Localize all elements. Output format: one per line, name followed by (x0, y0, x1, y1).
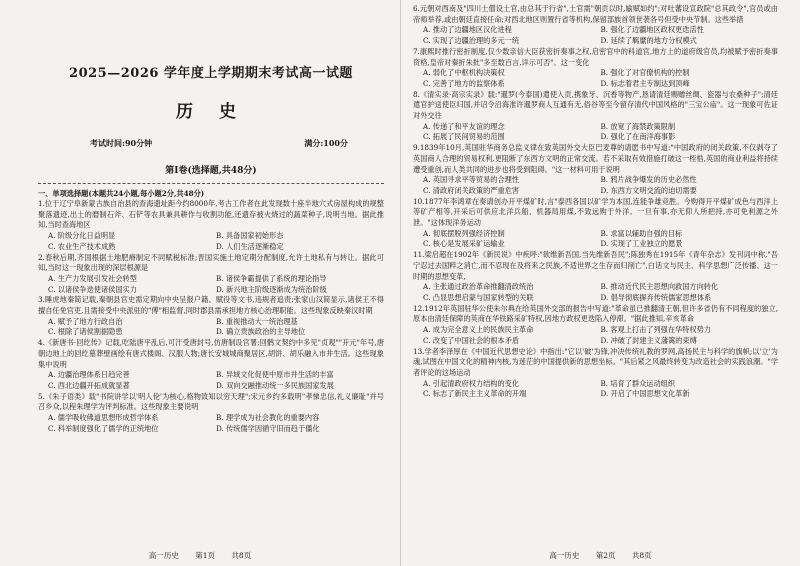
question-block (413, 90, 778, 144)
question-stem: 11.梁启超在1902年《新民说》中疾呼:"欲维新吾国,当先维新吾民";陈独秀在1915年《青年杂志》发刊词中称,"吾宁忍过去国粹之消亡,而不忍现在及将来之民族,不适世界之生存而归削亡",白话文与民主、科学思想广泛传播、这一时期的思想变革, (413, 250, 778, 281)
question-stem: 7.康熙时推行密折制度,仅少数亲信大臣获密折奏事之权,启密官中的科道官,地方上的道府级官员,均被赋予密折奏事资格,皇帝对秦折朱批"多至数百言,详示可否"。这一变化 (413, 46, 778, 67)
answer-option: A. 阶级分化日益明显 (48, 231, 116, 241)
question-options (38, 370, 384, 391)
answer-option: D. 确立贵族政治的主导地位 (216, 327, 306, 337)
question-block (413, 304, 778, 347)
answer-option: B. 诸侯争霸提供了系统的理论指导 (216, 273, 327, 283)
answer-option: D. 冲破了封建主义藩篱的束缚 (600, 335, 697, 345)
question-stem: 13.学者李泽厚在《中国近代思想史论》中指出:"它以'破'为锋,冲决传统礼教的罗网,高扬民主与科学的旗帜;以'立'为魂,试图在中国文化的精神内核,为迷茫的中国提供新的思想坐标。"其后紧之风最终转变为改造社会的实践浪潮。"学者评论的这场运动 (413, 346, 778, 377)
answer-option: A. 弱化了中枢机构决策权 (423, 68, 505, 78)
question-options (413, 325, 778, 346)
footer-subject: 高一历史 (148, 551, 179, 560)
answer-option: D. 传统儒学因循守旧而趋于僵化 (216, 423, 320, 433)
footer-page: 第2页 (595, 551, 616, 560)
answer-option: D. 新兴地主阶级逐渐成为统治阶级 (216, 284, 327, 294)
question-block (38, 338, 384, 392)
footer-total: 共8页 (231, 551, 252, 560)
answer-option: C. 改变了中国社会的根本矛盾 (423, 335, 520, 345)
answer-option: C. 根除了诸侯割据隐患 (48, 327, 123, 337)
answer-option: C. 科举制度强化了儒学的正统地位 (48, 423, 159, 433)
answer-option: C. 清政府闭关政策的严重危害 (423, 185, 520, 195)
answer-option: B. 推动近代民主思想向救国方向转化 (600, 282, 719, 292)
question-stem: 1.位于辽宁阜新蒙古族自治县的查海遗址距今约8000年,考古工作者在此发现数十座半地穴式房屋构成的规整聚落遗迹,出土的磨制石斧、石铲等农具兼具耕作与收割功能,还遗存被火烧过的蔬菜种子,说明当地。据此推知,当时查海地区 (38, 199, 384, 230)
section-title: 第Ⅰ卷(选择题,共48分) (165, 166, 257, 176)
answer-option: D. 倡导彻底摒弃传统儒家思想体系 (600, 292, 712, 302)
footer-subject: 高一历史 (549, 551, 580, 560)
question-options (413, 282, 778, 303)
answer-option: A. 赋予了地方行政自治 (48, 316, 123, 326)
question-stem: 10.1877年李鸿章在奏请创办开平煤矿时,言"泰西各国以矿学为本国,连能争雄竞胜。今购得开平煤矿成色与西洋上等矿产相等,开采后可供应北洋兵船、机器局用煤,不致远购于外洋。一旦有事,亦无仰人所把持,亦可免利源之外泄。"这体现洋务运动 (413, 196, 778, 228)
question-options (413, 379, 778, 400)
question-stem: 3.睡虎地秦简记载,秦朝县官史需定期向中央呈报户籍、赋役等文书,违规者追责;张家山汉简显示,诸侯王不得擅自任免官吏,且需接受中央派驻的"傅"相监督,同时郡县需承担地方核心治理职能。这些现象反映秦汉时期 (38, 295, 384, 316)
question-block (413, 4, 778, 47)
answer-option: B. 强化了边疆地区政权更迭活性 (600, 25, 704, 35)
answer-option: B. 放宽了海禁政策限制 (600, 121, 676, 131)
answer-option: B. 强化了对官僚机构的控制 (600, 68, 690, 78)
answer-option: A. 推动了边疆地区汉化进程 (423, 25, 512, 35)
question-options (413, 175, 778, 196)
answer-option: C. 拓展了民间贸易的范围 (423, 132, 505, 142)
exam-time: 考试时间:90分钟 (90, 138, 153, 148)
answer-option: C. 以诸侯争迭使诸侯国实力 (48, 284, 137, 294)
question-options (413, 68, 778, 89)
answer-option: C. 西北边疆开拓成就显著 (48, 380, 130, 390)
question-options (38, 413, 384, 434)
footer-page: 第1页 (195, 551, 215, 560)
question-list-left (38, 199, 384, 434)
question-stem: 2.春秋后期,齐国根据土地肥瘠制定不同赋税标准;晋国实施土地定期分配制度,允许土地私有与转让。据此可知,当时这一现象出现的深层根源是 (38, 252, 384, 273)
answer-option: D. 东西方文明交流的迫切需要 (600, 185, 697, 195)
question-block (413, 47, 778, 90)
question-block (413, 143, 778, 197)
answer-option: D. 开启了中国思想文化革新 (600, 389, 690, 399)
subject-title: 历 史 (176, 102, 246, 122)
exam-title: 2025—2026 学年度上学期期末考试高一试题 (69, 66, 353, 81)
answer-option: C. 标志了新民主主义革命的开端 (423, 389, 527, 399)
part-title: 一、单项选择题(本题共24小题,每小题2分,共48分) (38, 189, 205, 198)
answer-option: D. 延续了羁縻的地方分权模式 (600, 36, 697, 46)
answer-option: A. 边疆治理体系日趋完善 (48, 370, 130, 380)
answer-option: C. 农业生产技术成熟 (48, 241, 116, 251)
question-stem: 9.1839年10月,英国驻华商务总监义律在致英国外交大臣巴麦尊的请愿书中写道:"中国政府的闭关政策,不仅剥夺了英国商人合理的贸易权利,更阻断了东西方文明的正常交流。若不采取有效措施打破这一桎梏,英国的商业利益将持续遭受重创,而人类共同的进步也将受到阻碍。"这一材料可用于说明 (413, 143, 778, 174)
answer-option: A. 引起清政府权力结构的变化 (423, 378, 520, 388)
answer-option: B. 鸦片战争爆发的历史必然性 (600, 175, 697, 185)
question-block (38, 199, 384, 253)
answer-option: A. 彻底摆脱列强经济控制 (423, 228, 505, 238)
answer-option: C. 完善了地方的监察体系 (423, 78, 505, 88)
question-block (38, 295, 384, 338)
answer-option: A. 成为完全意义上的民族民主革命 (423, 325, 534, 335)
answer-option: A. 英国寻求平等贸易的合理性 (423, 175, 520, 185)
page-footer-right (401, 550, 800, 561)
question-block (413, 347, 778, 401)
question-options (38, 317, 384, 338)
question-stem: 6.元朝对西南及"四川土僧设土官,由总其于行省",土官需"朝贡以时,输赋如约";对吐蕃设宣政院"总其政令",官员或由帝师举荐,或由朝廷直接任命;对西北地区则置行省等机构,保留部族首领世袭各号但受中央节制。这些举措 (413, 4, 778, 24)
answer-option: B. 异域文化促使中原市井生活的丰富 (216, 370, 334, 380)
question-block (413, 197, 778, 251)
exam-score: 满分:100分 (304, 138, 348, 148)
dashed-divider (38, 183, 384, 184)
answer-option: D. 实现了工业独立的愿景 (600, 239, 683, 249)
question-block (413, 250, 778, 304)
answer-option: D. 强化了在南洋海事影 (600, 132, 676, 142)
answer-option: C. 凸显思想启蒙与国家转型的关联 (423, 292, 534, 302)
footer-total: 共8页 (631, 551, 652, 560)
answer-option: B. 理学成为社会教化的重要内容 (216, 413, 320, 423)
question-block (38, 392, 384, 435)
answer-option: B. 具备国家初始形态 (216, 231, 284, 241)
answer-option: B. 客观上打击了列强在华特权势力 (600, 325, 711, 335)
answer-option: B. 培育了群众运动组织 (600, 378, 676, 388)
answer-option: B. 重视推动大一统治理基 (216, 316, 298, 326)
answer-option: C. 核心是发展采矿运输业 (423, 239, 505, 249)
question-options (38, 231, 384, 252)
exam-meta (90, 138, 348, 149)
answer-option: D. 双向交融推动统一多民族国家发展 (216, 380, 334, 390)
question-stem: 12.1912年英国驻华公使朱尔典在给英国外交部的报告中写道:"革命虽已推翻清王朝,但许多省仍有不同程度的独立,原本由清廷保障的英商在华铁路采矿特权,因地方政权更迭陷入停滞。"据此推知,辛亥革命 (413, 303, 778, 324)
question-options (413, 229, 778, 250)
question-list-right (413, 4, 778, 400)
page-right (400, 0, 800, 566)
answer-option: B. 求富以辅助自强的目标 (600, 228, 683, 238)
answer-option: A. 儒学吸收佛道思想形成哲学体系 (48, 413, 159, 423)
answer-option: D. 人们生活逐渐稳定 (216, 241, 284, 251)
answer-option: A. 主张通过政治革命推翻清政统治 (423, 282, 534, 292)
answer-option: A. 传递了和平友谊的理念 (423, 121, 505, 131)
question-options (38, 274, 384, 295)
question-stem: 8.《清实录·高宗实录》载:"暹罗(今泰国)遣使入贡,携象牙、沉香等物产,恳请清廷赐赠丝绸、瓷器与农桑种子";清廷遣官护送使臣归国,并诏令沿海准许暹罗商人互通有无,俗谷等至今留存清代中国风格的"三宝公庙"。这一现象可佐证对外交往 (413, 89, 778, 121)
question-stem: 5.《朱子语类》载"书院讲学以'明人伦'为核心,格物致知以穷天理";宋元乡约多载明"孝悌忠信,礼义廉耻"并号召乡众,以程朱理学为评判标准。这些现象主要说明 (38, 391, 384, 412)
page-footer-left (0, 550, 400, 561)
question-options (413, 25, 778, 46)
question-block (38, 253, 384, 296)
answer-option: D. 标志着君主专制达到顶峰 (600, 78, 690, 88)
question-stem: 4.《新唐书·回纥传》记载,吃陆唐平乱后,可汗受唐封号,仿唐制设官署;回鹘文契约中多见"贞观""开元"年号,唐朝边地上的回纥墓葬壁画绘有唐式楼阁、汉服人物;唐长安城城商聚居区,胡饼、胡乐融入市井生活。这些现象集中说明 (38, 338, 384, 369)
answer-option: A. 生产力发展引发社会转型 (48, 273, 137, 283)
question-options (413, 122, 778, 143)
answer-option: C. 实现了边疆治理的多元一统 (423, 36, 520, 46)
